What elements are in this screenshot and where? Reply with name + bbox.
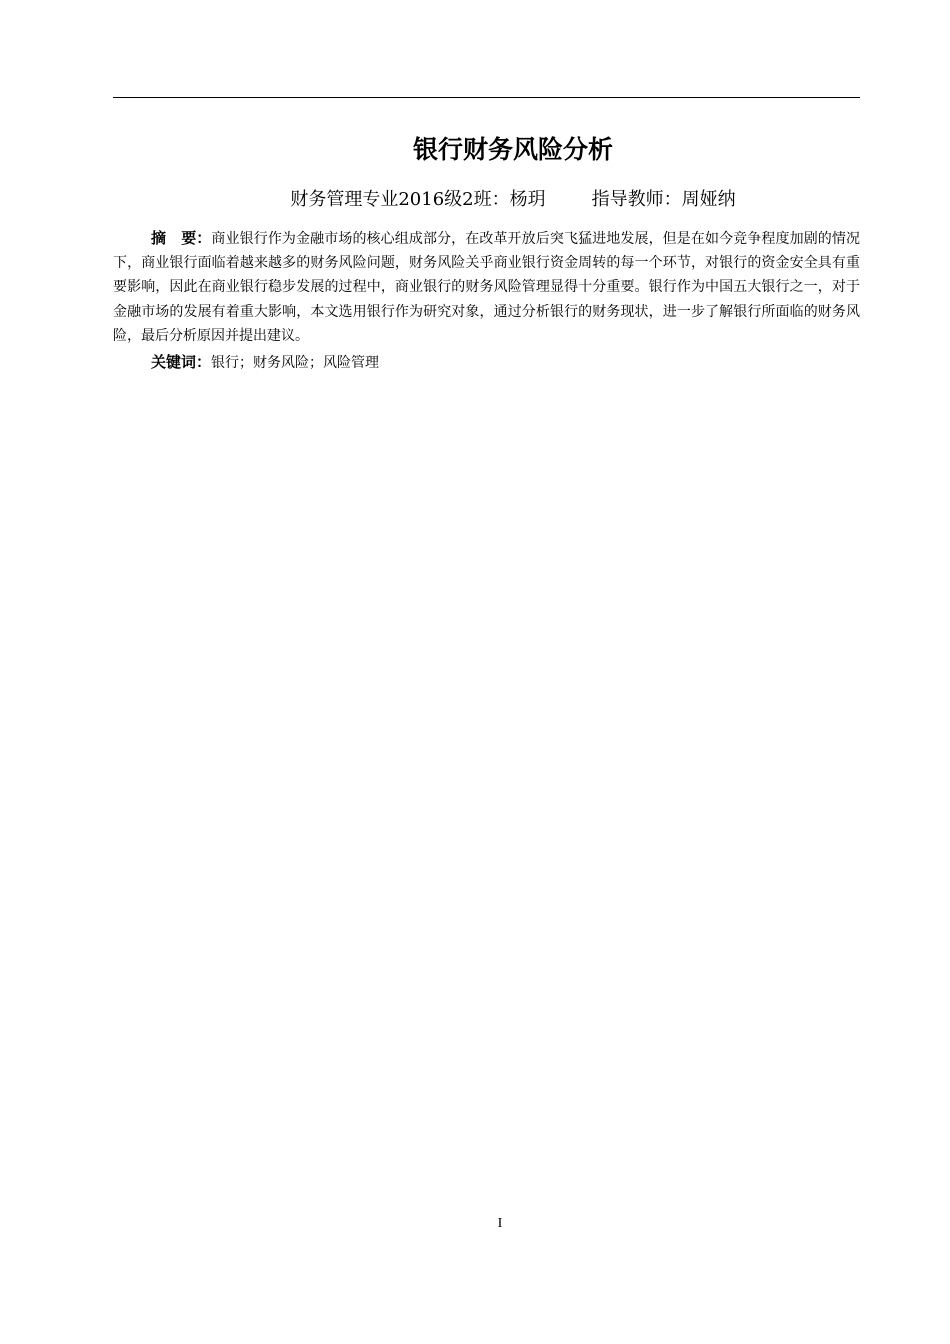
author-info: 财务管理专业2016级2班：杨玥 [290,189,546,210]
page-number: I [497,1216,503,1231]
abstract-label: 摘 要： [151,229,212,247]
author-byline [113,186,913,214]
keywords-label: 关键词： [151,353,212,371]
keywords-text: 银行；财务风险；风险管理 [211,355,380,371]
header-rule [113,97,860,98]
keywords-line [151,350,860,375]
advisor-info: 指导教师：周娅纳 [591,189,736,210]
abstract-text: 商业银行作为金融市场的核心组成部分，在改革开放后突飞猛进地发展，但是在如今竞争程度加剧的情况下，商业银行面临着越来越多的财务风险问题，财务风险关乎商业银行资金周转的每一个环节，对银行的资金安全具有重要影响，因此在商业银行稳步发展的过程中，商业银行的财务风险管理显得十分重要。银行作为中国五大银行之一，对于金融市场的发展有着重大影响，本文选用银行作为研究对象，通过分析银行的财务现状，进一步了解银行所面临的财务风险，最后分析原因并提出建议。 [113,231,860,344]
document-title: 银行财务风险分析 [412,135,613,164]
abstract-paragraph [113,226,860,348]
